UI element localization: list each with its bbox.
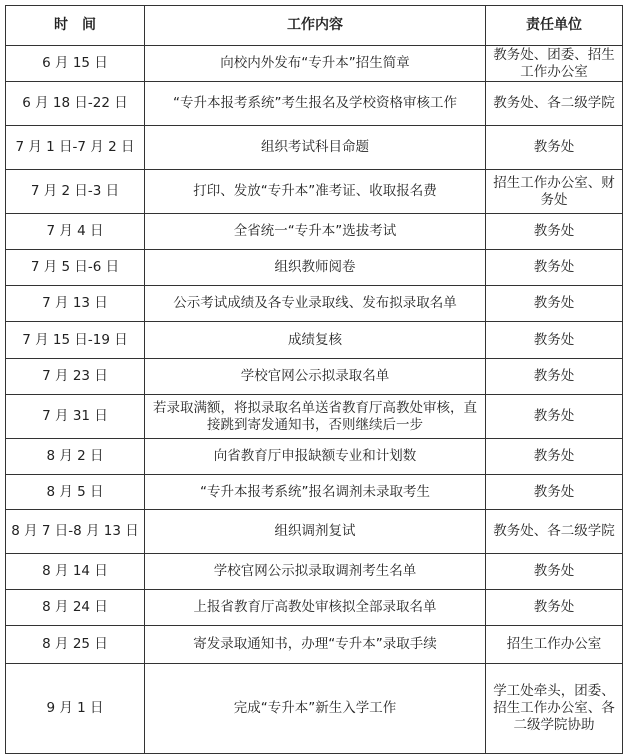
header-unit: 责任单位 [486, 6, 623, 46]
cell-content: 向省教育厅申报缺额专业和计划数 [145, 439, 486, 475]
cell-content: 组织调剂复试 [145, 510, 486, 554]
cell-unit: 教务处 [486, 322, 623, 359]
cell-unit: 教务处 [486, 286, 623, 322]
table-row [6, 46, 623, 82]
cell-unit: 教务处 [486, 475, 623, 510]
table-row [6, 322, 623, 359]
cell-content: 学校官网公示拟录取名单 [145, 359, 486, 395]
cell-unit: 招生工作办公室 [486, 626, 623, 664]
cell-unit: 学工处牵头，团委、招生工作办公室、各二级学院协助 [486, 664, 623, 754]
cell-unit: 教务处 [486, 590, 623, 626]
table-row [6, 475, 623, 510]
cell-time: 8 月 24 日 [6, 590, 145, 626]
cell-time: 7 月 4 日 [6, 214, 145, 250]
cell-content: 组织教师阅卷 [145, 250, 486, 286]
cell-time: 8 月 25 日 [6, 626, 145, 664]
cell-content: 成绩复核 [145, 322, 486, 359]
cell-time: 8 月 5 日 [6, 475, 145, 510]
cell-content: “专升本报考系统”考生报名及学校资格审核工作 [145, 82, 486, 126]
table-row [6, 214, 623, 250]
header-time: 时 间 [6, 6, 145, 46]
cell-time: 7 月 23 日 [6, 359, 145, 395]
table-row [6, 395, 623, 439]
table-header-row [6, 6, 623, 46]
cell-time: 9 月 1 日 [6, 664, 145, 754]
cell-time: 6 月 18 日-22 日 [6, 82, 145, 126]
cell-unit: 教务处 [486, 395, 623, 439]
cell-unit: 招生工作办公室、财务处 [486, 170, 623, 214]
cell-content: 寄发录取通知书，办理“专升本”录取手续 [145, 626, 486, 664]
table-row [6, 82, 623, 126]
cell-time: 8 月 7 日-8 月 13 日 [6, 510, 145, 554]
table-row [6, 510, 623, 554]
cell-unit: 教务处 [486, 359, 623, 395]
cell-unit: 教务处 [486, 214, 623, 250]
table-row [6, 286, 623, 322]
table-row [6, 554, 623, 590]
cell-content: 向校内外发布“专升本”招生简章 [145, 46, 486, 82]
cell-content: 若录取满额，将拟录取名单送省教育厅高教处审核，直接跳到寄发通知书，否则继续后一步 [145, 395, 486, 439]
table-row [6, 126, 623, 170]
cell-time: 8 月 2 日 [6, 439, 145, 475]
schedule-table [5, 5, 623, 754]
table-row [6, 664, 623, 754]
table-row [6, 626, 623, 664]
cell-unit: 教务处、各二级学院 [486, 82, 623, 126]
cell-time: 7 月 2 日-3 日 [6, 170, 145, 214]
table-row [6, 250, 623, 286]
cell-time: 6 月 15 日 [6, 46, 145, 82]
cell-unit: 教务处、各二级学院 [486, 510, 623, 554]
header-content: 工作内容 [145, 6, 486, 46]
cell-time: 8 月 14 日 [6, 554, 145, 590]
cell-unit: 教务处 [486, 439, 623, 475]
cell-time: 7 月 5 日-6 日 [6, 250, 145, 286]
cell-content: 打印、发放“专升本”准考证、收取报名费 [145, 170, 486, 214]
cell-time: 7 月 31 日 [6, 395, 145, 439]
cell-unit: 教务处、团委、招生工作办公室 [486, 46, 623, 82]
cell-content: 完成“专升本”新生入学工作 [145, 664, 486, 754]
cell-time: 7 月 1 日-7 月 2 日 [6, 126, 145, 170]
table-row [6, 170, 623, 214]
cell-content: 全省统一“专升本”选拔考试 [145, 214, 486, 250]
cell-time: 7 月 15 日-19 日 [6, 322, 145, 359]
cell-unit: 教务处 [486, 554, 623, 590]
cell-unit: 教务处 [486, 126, 623, 170]
table-row [6, 439, 623, 475]
cell-content: 公示考试成绩及各专业录取线、发布拟录取名单 [145, 286, 486, 322]
table-row [6, 359, 623, 395]
cell-content: 学校官网公示拟录取调剂考生名单 [145, 554, 486, 590]
cell-content: 上报省教育厅高教处审核拟全部录取名单 [145, 590, 486, 626]
table-row [6, 590, 623, 626]
cell-time: 7 月 13 日 [6, 286, 145, 322]
cell-content: “专升本报考系统”报名调剂未录取考生 [145, 475, 486, 510]
cell-content: 组织考试科目命题 [145, 126, 486, 170]
cell-unit: 教务处 [486, 250, 623, 286]
